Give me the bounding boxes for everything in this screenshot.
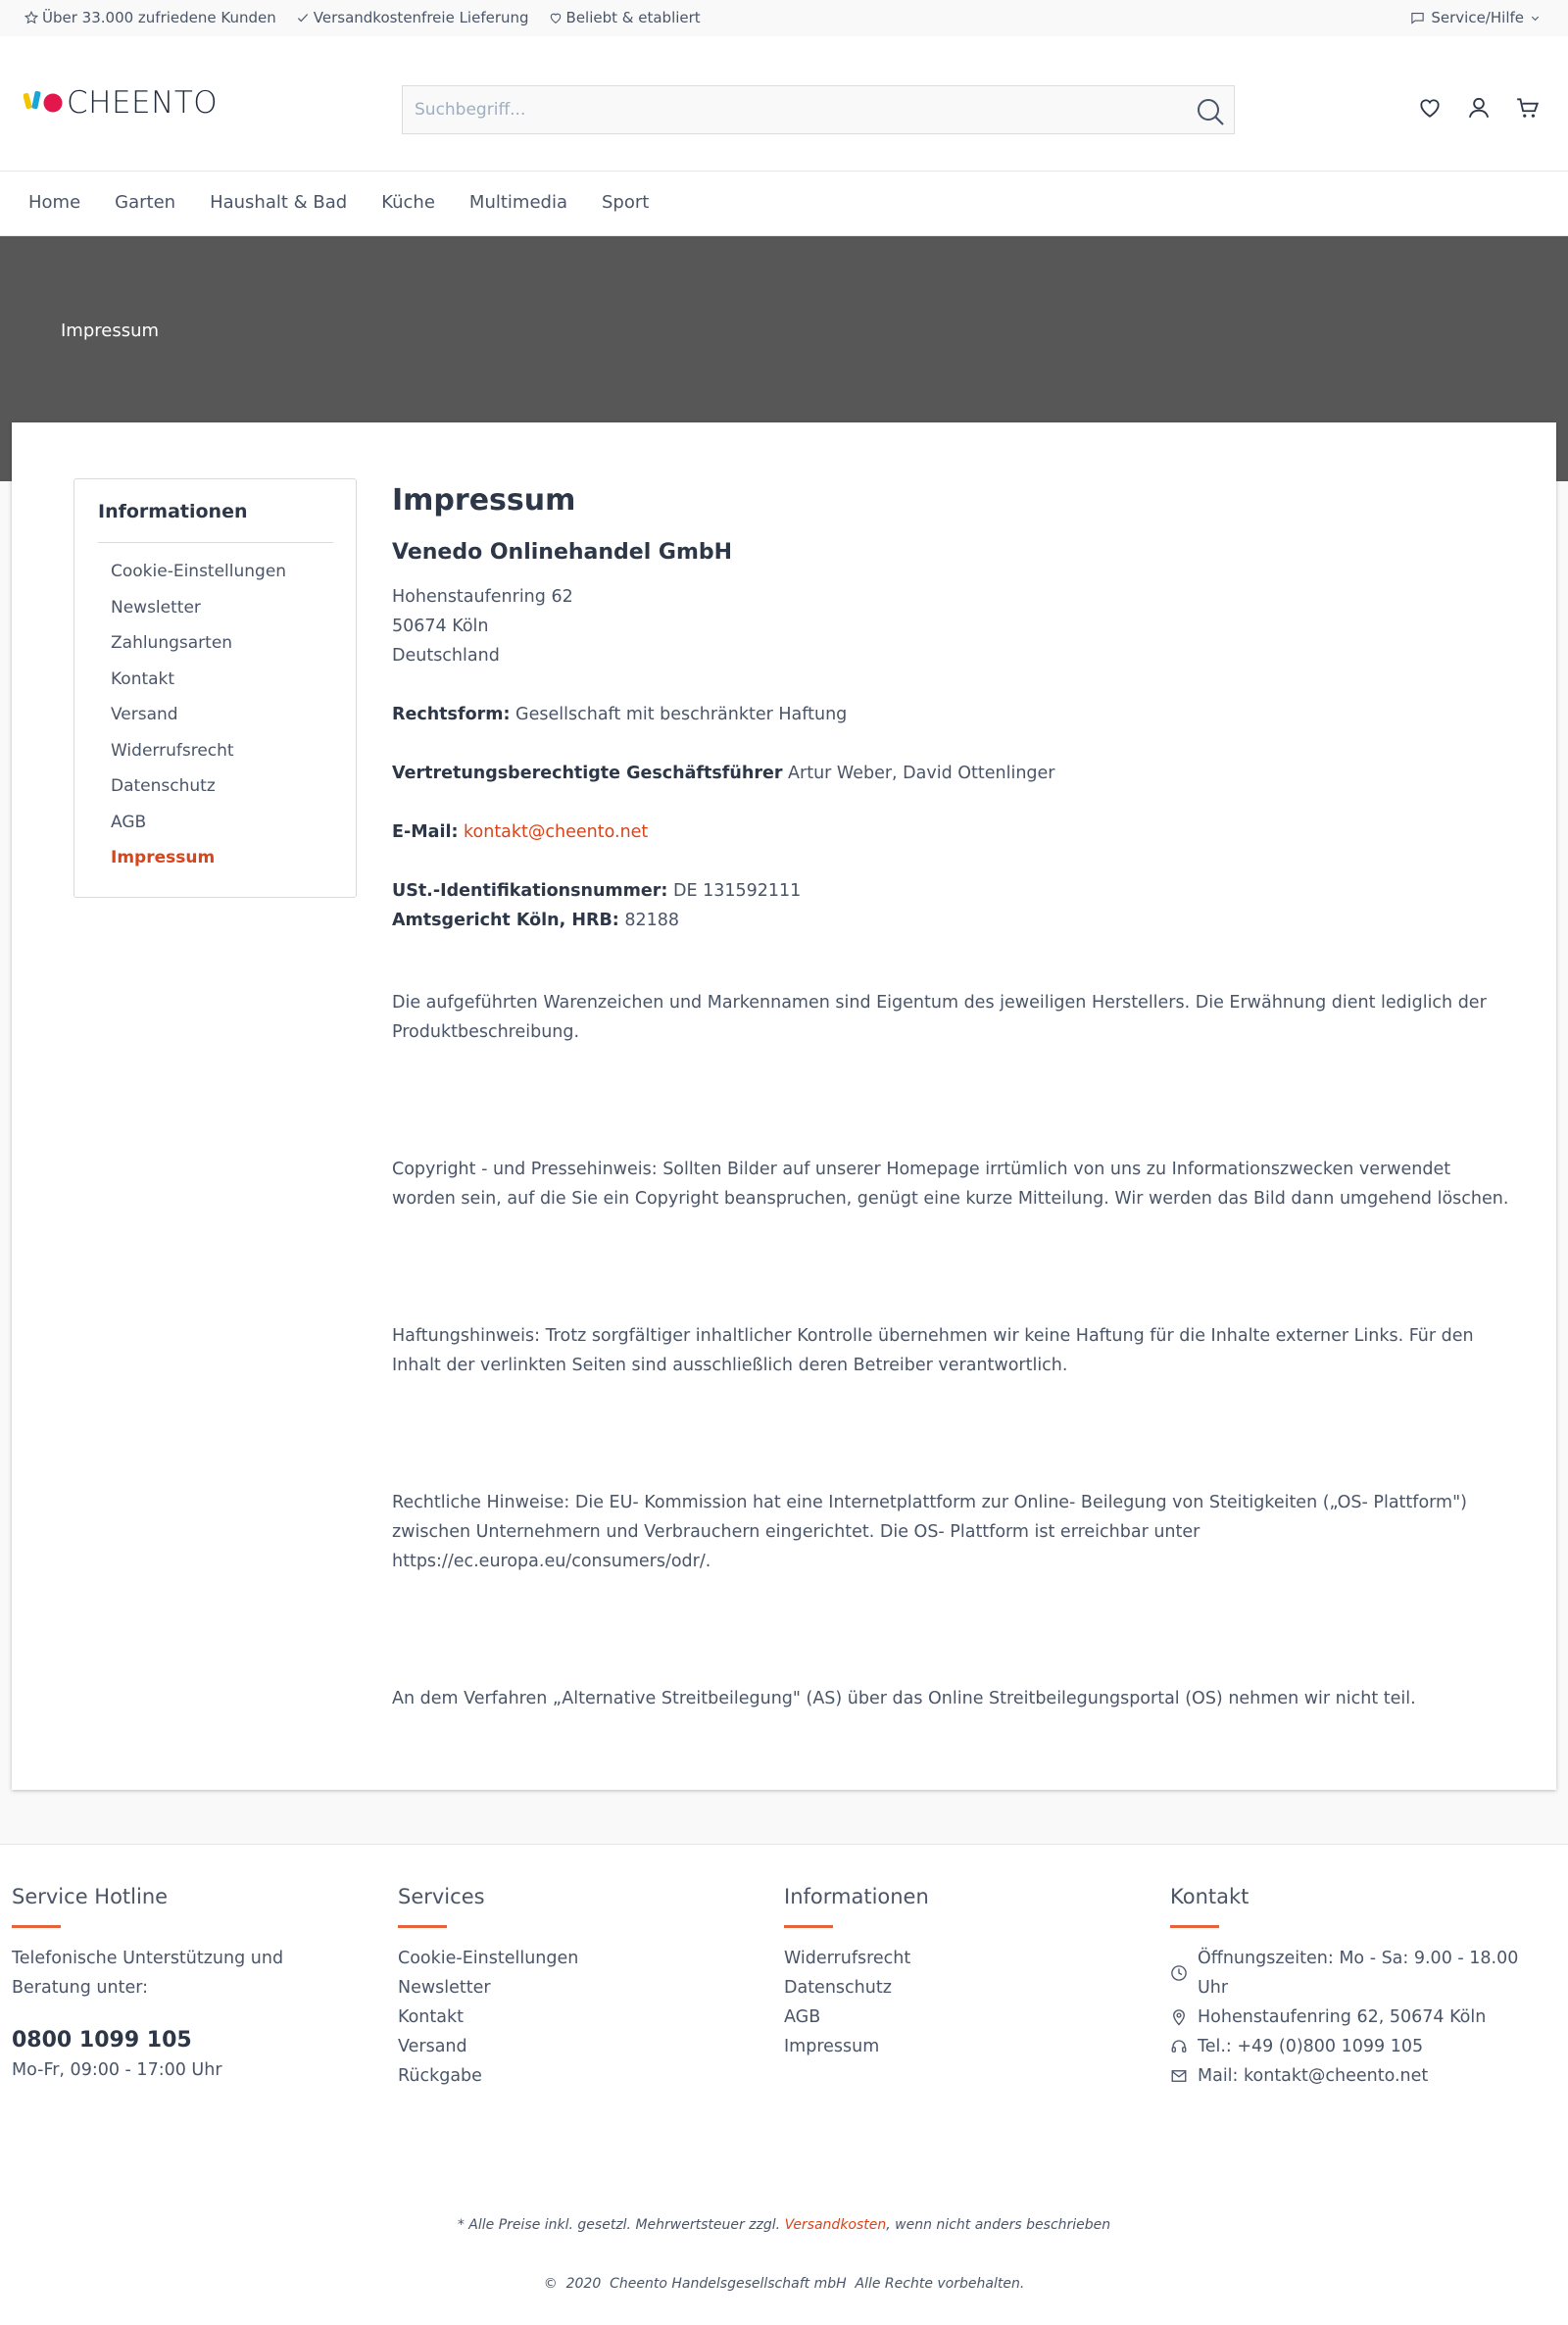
footer-title-underline [784,1925,833,1928]
email-link[interactable]: kontakt@cheento.net [464,822,649,842]
geschaeftsfuehrer-line [392,759,1509,788]
footer-hotline-hours: Mo-Fr, 09:00 - 17:00 Uhr [12,2060,222,2080]
footer-services-title: Services [398,1885,485,1908]
trademark-paragraph: Die aufgeführten Warenzeichen und Markennamen sind Eigentum des jeweiligen Herstellers. Die Erwähnung dient lediglich der Produktbeschreibung. [392,993,1487,1042]
logo-mark-icon [24,88,65,118]
footer [0,1844,1568,2325]
copyright-note: © 2020 Cheento Handelsgesellschaft mbH Alle Rechte vorbehalten. [543,2276,1025,2292]
ust-label: USt.-Identifikationsnummer: [392,881,668,901]
vat-note-post: , wenn nicht anders beschrieben [886,2217,1111,2233]
usp-item [296,9,529,26]
logo-text: CHEENTO [67,85,219,121]
footer-title-underline [1170,1925,1219,1928]
copyright-paragraph: Copyright - und Pressehinweis: Sollten Bilder auf unserer Homepage irrtümlich von uns zu Informationszwecken verwendet worden sein, auf die Sie ein Copyright beanspruchen, genügt eine kurze Mitteilung. Wir werden das Bild dann umgehend löschen. [392,1160,1509,1209]
chevron-down-icon [1530,13,1541,24]
footer-kontakt-list [1170,1944,1543,2091]
footer-informationen-title: Informationen [784,1885,929,1908]
usp-list [24,9,701,26]
footer-contact-text: Tel.: +49 (0)800 1099 105 [1198,2037,1424,2056]
footer-link-versand[interactable]: Versand [398,2037,467,2056]
footer-contact-text: Mail: kontakt@cheento.net [1198,2066,1429,2086]
address-country: Deutschland [392,646,500,666]
nav-item-sport[interactable]: Sport [602,192,650,213]
footer-link-agb[interactable]: AGB [784,2007,821,2027]
sidebar-item-zahlungsarten[interactable]: Zahlungsarten [111,633,233,653]
header-actions [1417,95,1541,121]
search-button[interactable] [1195,96,1226,127]
footer-title-underline [12,1925,61,1928]
clock-icon [1170,1964,1188,1982]
geschaeftsfuehrer-value: Artur Weber, David Ottenlinger [788,764,1055,783]
service-help-dropdown[interactable] [1410,9,1541,26]
footer-link-cookie-einstellungen[interactable]: Cookie-Einstellungen [398,1949,579,1968]
footer-title-underline [398,1925,447,1928]
footer-kontakt-title: Kontakt [1170,1885,1250,1908]
sidebar-item-widerrufsrecht[interactable]: Widerrufsrecht [111,740,234,761]
footer-link-datenschutz[interactable]: Datenschutz [784,1978,892,1998]
email-line [392,817,1509,847]
company-name: Venedo Onlinehandel GmbH [392,540,733,565]
location-pin-icon [1170,2008,1188,2026]
haftung-paragraph: Haftungshinweis: Trotz sorgfältiger inhaltlicher Kontrolle übernehmen wir keine Haftung für die Inhalte externer Links. Für den Inhalt der verlinkten Seiten sind ausschließlich deren Betreiber verantwortlich. [392,1326,1474,1375]
sidebar-item-versand[interactable]: Versand [111,705,178,724]
usp-label: Beliebt & etabliert [565,9,701,26]
search-box [402,85,1235,134]
usp-item [549,9,701,26]
check-icon [296,11,310,25]
breadcrumb: Impressum [61,321,160,341]
sidebar-title: Informationen [98,501,248,522]
chat-icon [1410,11,1425,25]
versandkosten-link[interactable]: Versandkosten [784,2217,887,2233]
impressum-content [392,483,1509,1713]
sidebar-list [111,561,286,883]
content-card [12,422,1556,1790]
usp-item [24,9,276,26]
rechtliche-hinweise-paragraph: Rechtliche Hinweise: Die EU- Kommission hat eine Internetplattform zur Online- Beilegung von Steitigkeiten („OS- Plattform") zwischen Unternehmern und Verbrauchern eingerichtet. Die OS- Plattform ist erreichbar unter https://ec.europa.eu/consumers/odr/. [392,1493,1467,1571]
sidebar-item-datenschutz[interactable]: Datenschutz [111,776,216,796]
usp-label: Versandkostenfreie Lieferung [313,9,529,26]
footer-link-widerrufsrecht[interactable]: Widerrufsrecht [784,1949,911,1968]
main-navigation [0,172,1568,236]
footer-col-kontakt [1170,1882,1543,2091]
sidebar-divider [98,542,333,543]
sidebar-item-cookie-einstellungen[interactable]: Cookie-Einstellungen [111,562,287,581]
address-street: Hohenstaufenring 62 [392,587,573,607]
cart-icon[interactable] [1515,95,1541,121]
footer-contact-hours [1170,1944,1543,2003]
email-label: E-Mail: [392,822,459,842]
star-icon [24,11,38,25]
footer-contact-mail[interactable] [1170,2061,1543,2091]
sidebar-item-newsletter[interactable]: Newsletter [111,597,201,618]
footer-link-rueckgabe[interactable]: Rückgabe [398,2066,482,2086]
hrb-label: Amtsgericht Köln, HRB: [392,911,619,930]
header [0,36,1568,172]
search-input[interactable] [403,86,1234,133]
vat-note [0,2217,1568,2233]
footer-informationen-list [784,1944,1156,2061]
footer-col-services [398,1882,770,2091]
usp-label: Über 33.000 zufriedene Kunden [42,9,276,26]
rechtsform-line [392,700,1509,729]
rechtsform-label: Rechtsform: [392,705,511,724]
wishlist-heart-icon[interactable] [1417,95,1443,121]
footer-contact-text: Hohenstaufenring 62, 50674 Köln [1198,2007,1487,2027]
company-address [392,582,1509,670]
nav-item-kueche[interactable]: Küche [381,192,435,213]
vat-note-pre: * Alle Preise inkl. gesetzl. Mehrwertsteuer zzgl. [457,2217,781,2233]
account-user-icon[interactable] [1466,95,1492,121]
service-help-label: Service/Hilfe [1431,9,1524,26]
heart-icon [549,11,563,25]
nav-item-home[interactable]: Home [28,192,81,213]
hrb-value: 82188 [624,911,680,930]
footer-link-kontakt[interactable]: Kontakt [398,2007,464,2027]
ust-value: DE 131592111 [672,881,802,901]
footer-contact-address [1170,2003,1543,2032]
nav-item-multimedia[interactable]: Multimedia [468,192,567,213]
streitbeilegung-paragraph: An dem Verfahren „Alternative Streitbeilegung" (AS) über das Online Streitbeilegungsportal (OS) nehmen wir nicht teil. [392,1689,1416,1708]
logo-link[interactable] [24,85,218,121]
search-icon [1195,96,1226,127]
footer-services-list [398,1944,770,2091]
geschaeftsfuehrer-label: Vertretungsberechtigte Geschäftsführer [392,764,783,783]
ust-line [392,876,1509,906]
footer-hotline-phone[interactable]: 0800 1099 105 [12,2028,192,2053]
footer-col-hotline [12,1882,384,2085]
address-city: 50674 Köln [392,617,489,636]
mail-icon [1170,2067,1188,2085]
sidebar-item-impressum[interactable]: Impressum [111,848,216,867]
footer-hotline-text: Telefonische Unterstützung und Beratung unter: [12,1949,284,1998]
headset-icon [1170,2038,1188,2055]
rechtsform-value: Gesellschaft mit beschränkter Haftung [515,705,848,724]
page-title: Impressum [392,483,576,518]
sidebar-informationen [74,478,357,898]
sidebar-item-agb[interactable]: AGB [111,812,147,832]
sidebar-item-kontakt[interactable]: Kontakt [111,668,175,689]
footer-hotline-title: Service Hotline [12,1885,169,1908]
footer-col-informationen [784,1882,1156,2061]
top-bar [0,0,1568,36]
footer-contact-text: Öffnungszeiten: Mo - Sa: 9.00 - 18.00 Uhr [1198,1949,1519,1998]
nav-item-haushalt-bad[interactable]: Haushalt & Bad [210,192,348,213]
footer-link-impressum[interactable]: Impressum [784,2037,880,2056]
footer-link-newsletter[interactable]: Newsletter [398,1978,491,1998]
nav-item-garten[interactable]: Garten [115,192,176,213]
footer-contact-phone[interactable] [1170,2032,1543,2061]
hrb-line [392,906,1509,935]
